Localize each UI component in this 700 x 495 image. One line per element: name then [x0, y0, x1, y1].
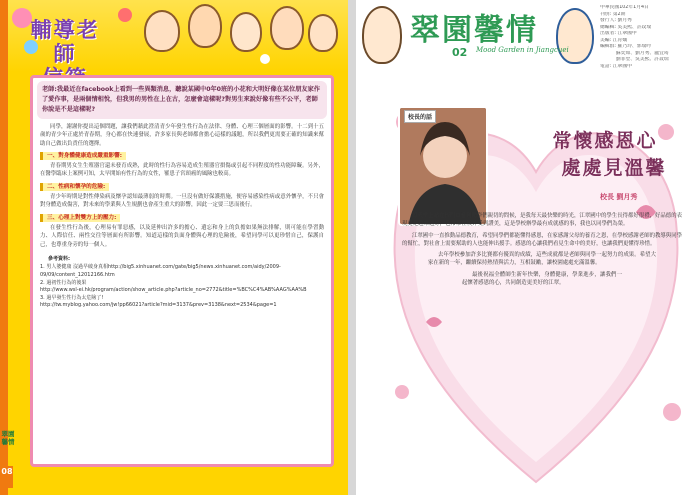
masthead-line: 總編輯: 吳美熙、許玟瑞	[600, 24, 652, 30]
masthead	[356, 0, 700, 100]
references-title: 參考資料:	[48, 255, 70, 262]
left-edge-stripe	[0, 0, 8, 495]
article-paragraph: 去年學校參加許多比賽都有優異的成績，這些成就都是老師與同學一起努力的成果。希望大家在新的一年，繼續保持熱情與活力，互相鼓勵，讓校園處處充滿溫馨。	[428, 252, 656, 267]
magazine-title: 翠園馨情	[410, 13, 538, 48]
magazine-subtitle: Mood Garden in Jiangcuei	[476, 46, 569, 54]
masthead-line: 劉菲瑩、吳美熙、許玟瑞	[600, 57, 669, 62]
column-label: 校長的話	[404, 110, 436, 123]
article-paragraph: 每天早上站在校門口看到同學們親切的問候，是我每天最快樂的時光，江翠國中的學生長得都好很禮，好品德的表現更是越來越好，也常常在校外受到讚美，這是學校辦學最有成就感的事，我也以同學們為榮。	[402, 213, 682, 228]
byline: 校長 劉月秀	[600, 193, 638, 201]
references	[33, 252, 331, 310]
section-text-1: 青春期男女生生殖器官還未發育成熟，此時的性行為容易造成生殖器官損傷或引起不同程度的性功能障礙。另外，在醫學臨床上案例可知，太早開始有性行為的女性，罹患子宮頸癌的風險也較高。	[40, 163, 324, 178]
flower-decoration	[12, 8, 32, 28]
cartoon-child-illustration	[230, 12, 262, 52]
masthead-info	[600, 5, 696, 70]
masthead-line: 電話: 江翠國中	[600, 63, 632, 69]
masthead-line: 美編: 江育嫻	[600, 37, 628, 43]
section-text-3: 在發生性行為後，心理易有罪惡感，以及延伸出許多的擔心、遺忘和身上的負擔如果無法排解，則可能在學習動力、人際信任、兩性交往等層面有所影響。知道這樣的負面身體與心理的危險後，希望同學可以更珍惜自己，保護自己，也尊重身旁的每一個人。	[40, 224, 324, 248]
principal-photo	[398, 106, 488, 226]
masthead-line: 中華民國102年1月4日	[600, 5, 649, 10]
section-text-2: 青少年時期是對性傳染病及懷孕認知最薄弱的時期。一旦沒有做好保護措施，便容易感染性病或意外懷孕，不只會對身體造成傷害，對未來的學業與人生規劃也會產生重大的影響，因此一定要三思而後行。	[40, 194, 324, 209]
article-title: 常懷感恩心 處處見溫馨	[552, 130, 667, 179]
section-heading-1: 一、對身體健康造成嚴重影響:	[40, 152, 126, 160]
masthead-line: 刊別: 第2期	[600, 11, 626, 17]
reference-line: 1. 男人婆健康 沒過早破身真相http://big5.xinhuanet.com/gate/big5/news.xinhuanet.com/aidy/2009-09/09/content_12012166.htm	[40, 264, 281, 279]
masthead-line: 蘇奕如、劉月秀、盧宜筠	[600, 50, 669, 56]
star-decoration	[260, 54, 270, 64]
cartoon-child-illustration	[188, 4, 222, 48]
section-heading-2: 二、性病和懷孕的危險:	[40, 183, 109, 191]
reference-line: 2. 過初性行為的後果	[40, 279, 87, 286]
cartoon-child-illustration	[270, 6, 304, 50]
reference-line: http://tw.myblog.yahoo.com/jw!pp66021?article?mid=3137&prev=3138&next=2534&page=1	[40, 302, 277, 309]
boy-mascot-illustration	[556, 8, 594, 64]
issue-number: 02	[452, 46, 468, 59]
page-gutter	[348, 0, 356, 495]
article-body	[402, 212, 682, 290]
side-magazine-label: 翠園馨情	[1, 430, 15, 446]
person-silhouette-icon	[400, 108, 488, 226]
article-paragraph: 最後祝福全體師生新年快樂，身體健康，學業進步，讓我們一起懷著感恩的心，共同創造更美好的江翠。	[462, 271, 622, 287]
answer-body	[33, 123, 331, 249]
left-page	[0, 0, 348, 495]
answer-intro: 同學，謝謝你提出這個問題，讓我們藉此澄清青少年發生性行為在法律、身體、心理三個層面的影響。十二到十五歲的青少年正處於青春期，身心都在快速發展，許多家長與老師都會擔心這樣的議題，所以我們更需要正確的知識來幫助自己做出負責任的選擇。	[40, 124, 324, 147]
letter-card	[30, 75, 334, 467]
reference-line: http://www.wsl-ei.hk/program/action/show_article.php?article_no=2772&title=%BC%C4%AB%AAG%AA%B	[40, 287, 307, 294]
masthead-line: 出版者: 江翠國中	[600, 31, 637, 36]
section-heading-3: 三、心理上對雙方上的壓力:	[40, 214, 120, 222]
girl-mascot-illustration	[362, 6, 402, 64]
article-paragraph: 江翠國中一直推動品德教育，希望同學們都能懂得感恩，在家感謝父母的養育之恩，在學校感謝老師的教導與同學的幫忙，對社會上需要幫助的人也能伸出援手。感恩的心讓我們看見生命中的美好，也讓我們更懂得珍惜。	[402, 232, 682, 247]
student-question: 老師:我最近在facebook上看到一些異類消息，聽說某國中0年0班的小花和大明好像在某位朋友家作了愛作事，是兩個情相悅，但我男的男性在上在古，怎麼會這樣呢?對男生來說好像有些不公平，老師你說是不是這樣呢?	[37, 81, 327, 119]
cartoon-child-illustration	[144, 10, 180, 52]
masthead-line: 編輯群: 羅乃玲、郭瑞吟	[600, 44, 652, 49]
masthead-line: 發行人: 劉月秀	[600, 18, 632, 23]
cartoon-child-illustration	[308, 14, 338, 52]
page-number: 08	[1, 466, 13, 488]
right-page	[356, 0, 700, 495]
flower-decoration	[118, 8, 132, 22]
column-title: 輔導老師	[30, 17, 100, 66]
reference-line: 3. 過早發生性行為太危險了!	[40, 294, 104, 301]
